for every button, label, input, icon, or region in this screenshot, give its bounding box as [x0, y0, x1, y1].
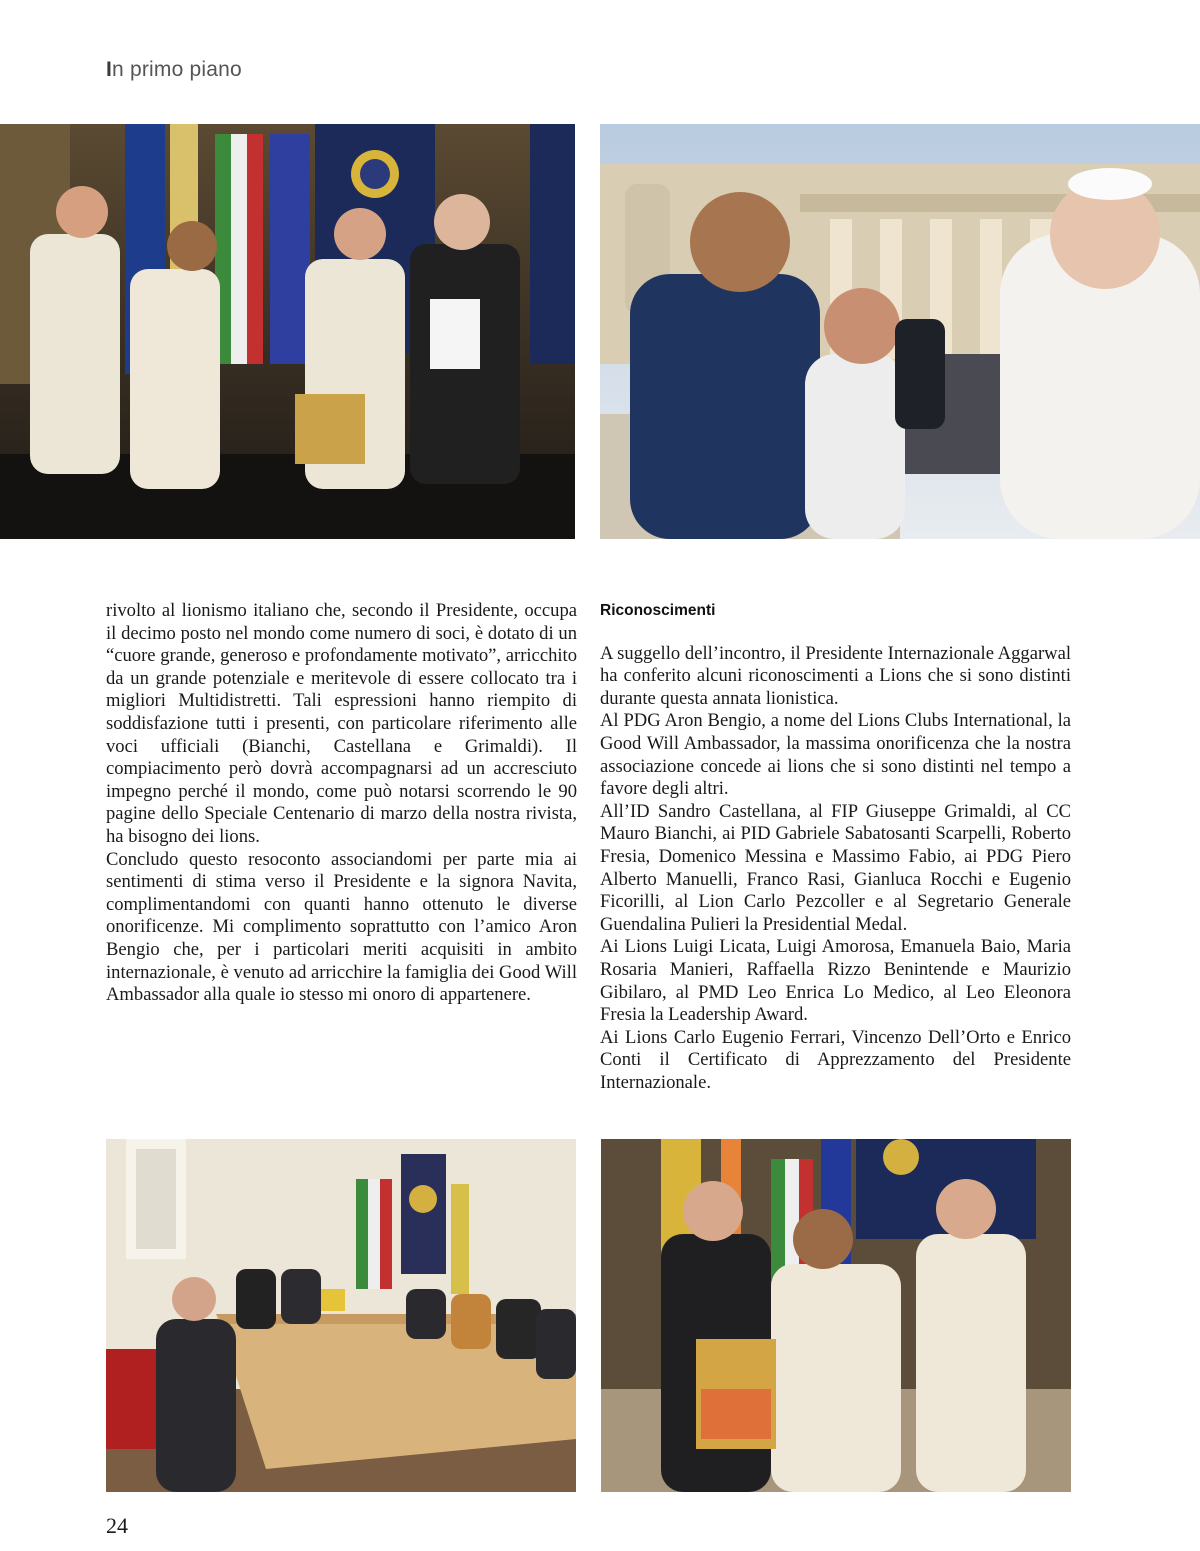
photo-papal-audience	[600, 124, 1200, 539]
section-heading: Riconoscimenti	[600, 602, 716, 619]
photo-banquet-medal-ceremony-image	[0, 124, 575, 539]
section-label-text: n primo piano	[112, 58, 242, 81]
right-column	[600, 600, 1071, 1094]
photo-banquet-medal-ceremony	[0, 124, 575, 539]
section-label-initial: I	[106, 58, 113, 81]
photo-board-meeting-table-image	[106, 1139, 576, 1492]
section-label	[106, 58, 242, 82]
right-paragraph-5: Ai Lions Carlo Eugenio Ferrari, Vincenzo Dell’Orto e Enrico Conti il Certificato di Apprezzamento del Presidente Internazionale.	[600, 1026, 1071, 1093]
left-paragraph-1: rivolto al lionismo italiano che, secondo il Presidente, occupa il decimo posto nel mondo come numero di soci, è dotato di un “cuore grande, generoso e profondamente motivato”, arricchito da un grande potenziale e meritevole di essere collocato tra i migliori Multidistretti. Tali espressioni hanno riempito di soddisfazione tutti i presenti, con particolare riferimento alle voci ufficiali (Bianchi, Castellana e Grimaldi). Il compiacimento però dovrà accompagnarsi ad un accresciuto impegno perché il mondo, come può notarsi scorrendo le 90 pagine dello Speciale Centenario di marzo della nostra rivista, ha bisogno dei lions.	[106, 600, 577, 847]
right-paragraph-3: All’ID Sandro Castellana, al FIP Giuseppe Grimaldi, al CC Mauro Bianchi, ai PID Gabriele Sabatosanti Scarpelli, Roberto Fresia, Domenico Messina e Massimo Fabio, ai PDG Piero Alberto Manuelli, Franco Rasi, Gianluca Rocchi e Eugenio Ficorilli, al Lion Carlo Pezcoller e al Segretario Generale Guendalina Pulieri la Presidential Medal.	[600, 800, 1071, 935]
right-paragraph-4: Ai Lions Luigi Licata, Luigi Amorosa, Emanuela Baio, Maria Rosaria Manieri, Raffaella Rizzo Benintende e Maurizio Gibilaro, al PMD Leo Enrica Lo Medico, al Leo Eleonora Fresia la Leadership Award.	[600, 936, 1071, 1026]
left-paragraph-2: Concludo questo resoconto associandomi per parte mia ai sentimenti di stima verso il Presidente e la signora Navita, complimentandomi con quanti hanno ottenuto le diverse onorificenze. Mi complimento soprattutto con l’amico Aron Bengio che, per i particolari meriti acquisiti in ambito internazionale, è venuto ad arricchire la famiglia dei Good Will Ambassador alla quale io stesso mi onoro di appartenere.	[106, 848, 577, 1006]
photo-pennant-exchange	[601, 1139, 1071, 1492]
photo-board-meeting-table	[106, 1139, 576, 1492]
photo-pennant-exchange-image	[601, 1139, 1071, 1492]
photo-papal-audience-image	[600, 124, 1200, 539]
left-column	[106, 600, 577, 1007]
right-paragraph-2: Al PDG Aron Bengio, a nome del Lions Clubs International, la Good Will Ambassador, la massima onorificenza che la nostra associazione concede ai lions che si sono distinti nel tempo a favore degli altri.	[600, 710, 1071, 800]
page-number: 24	[106, 1513, 128, 1538]
right-paragraph-1: A suggello dell’incontro, il Presidente Internazionale Aggarwal ha conferito alcuni riconoscimenti a Lions che si sono distinti durante questa annata lionistica.	[600, 642, 1071, 709]
